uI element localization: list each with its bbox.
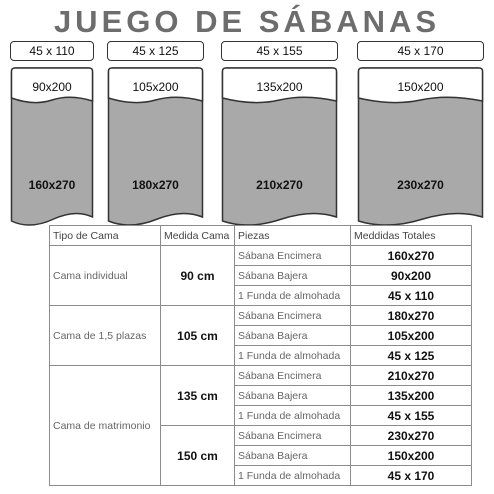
pillowcase: 45 x 170 [357,41,484,61]
measure-cell: 160x270 [351,246,472,266]
header-total-measures: Meddidas Totales [351,226,472,246]
sheet-set [107,41,204,229]
measure-cell: 210x270 [351,366,472,386]
bed-size-cell: 135 cm [161,366,235,426]
piece-cell: 1 Funda de almohada [235,346,351,366]
measure-cell: 45 x 170 [351,466,472,486]
bed-type-cell: Cama de matrimonio [50,366,161,486]
measure-cell: 90x200 [351,266,472,286]
piece-cell: Sábana Bajera [235,266,351,286]
header-bed-size: Medida Cama [161,226,235,246]
piece-cell: Sábana Encimera [235,246,351,266]
table-row [50,306,472,326]
piece-cell: Sábana Bajera [235,386,351,406]
table-row [50,246,472,266]
pillowcase: 45 x 155 [221,41,338,61]
piece-cell: Sábana Bajera [235,326,351,346]
bed-type-cell: Cama de 1,5 plazas [50,306,161,366]
sheet-set [10,41,94,229]
bed-type-cell: Cama individual [50,246,161,306]
fitted-sheet-label: 135x200 [256,80,303,94]
piece-cell: Sábana Encimera [235,426,351,446]
page-title: JUEGO DE SÁBANAS [53,4,441,39]
pillowcase: 45 x 110 [10,41,94,61]
piece-cell: 1 Funda de almohada [235,406,351,426]
measure-cell: 105x200 [351,326,472,346]
measure-cell: 45 x 110 [351,286,472,306]
fitted-sheet-label: 105x200 [132,80,179,94]
measure-cell: 45 x 155 [351,406,472,426]
measure-cell: 230x270 [351,426,472,446]
bed-size-cell: 90 cm [161,246,235,306]
fitted-sheet-label: 90x200 [32,80,72,94]
flat-sheet-label: 210x270 [256,178,303,192]
sheet-set [221,41,338,229]
sheet-set [357,41,484,229]
bed-size-cell: 105 cm [161,306,235,366]
piece-cell: Sábana Encimera [235,366,351,386]
header-bed-type: Tipo de Cama [50,226,161,246]
table-row [50,366,472,386]
piece-cell: 1 Funda de almohada [235,286,351,306]
piece-cell: Sábana Encimera [235,306,351,326]
measure-cell: 150x200 [351,446,472,466]
table-header-row [50,226,472,246]
flat-sheet-label: 180x270 [132,178,179,192]
fitted-sheet-label: 150x200 [397,80,444,94]
flat-sheet-label: 160x270 [28,178,76,192]
bed-size-cell: 150 cm [161,426,235,486]
sheet-sets [0,0,494,230]
measure-cell: 45 x 125 [351,346,472,366]
size-table [49,225,472,486]
piece-cell: 1 Funda de almohada [235,466,351,486]
header-pieces: Piezas [235,226,351,246]
piece-cell: Sábana Bajera [235,446,351,466]
measure-cell: 180x270 [351,306,472,326]
pillowcase: 45 x 125 [107,41,204,61]
flat-sheet-label: 230x270 [397,178,444,192]
measure-cell: 135x200 [351,386,472,406]
